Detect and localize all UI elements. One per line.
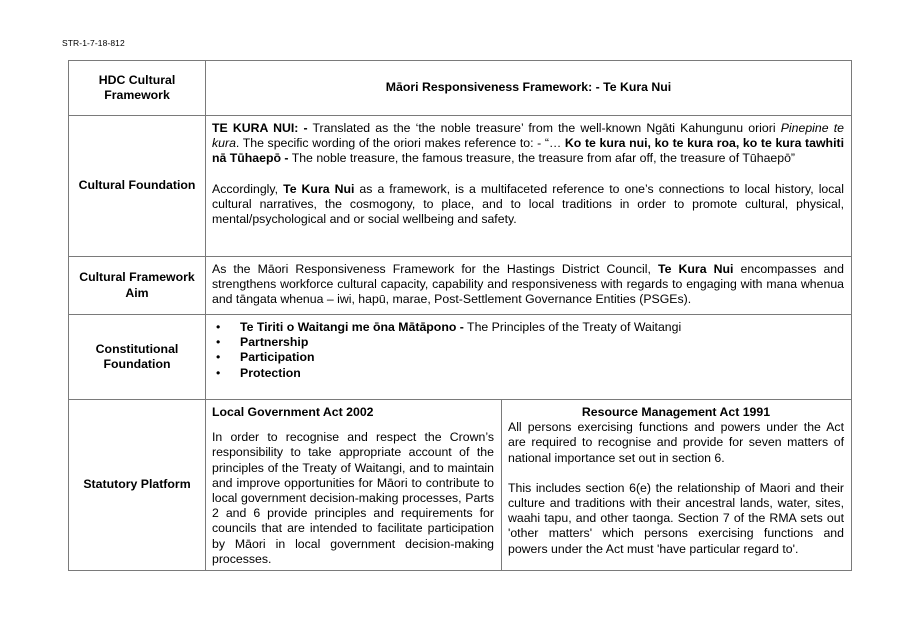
oriori-title: Pinepine te kura	[212, 121, 844, 151]
text-run: The Principles of the Treaty of Waitangi	[463, 320, 682, 334]
text-run: . The specific wording of the oriori makes reference to: - “…	[235, 136, 565, 151]
aim-row	[69, 257, 852, 315]
statutory-content	[206, 400, 852, 571]
document-reference: STR-1-7-18-812	[62, 38, 125, 48]
accordingly-paragraph	[212, 182, 844, 228]
constitutional-label-cell	[69, 315, 206, 400]
cultural-foundation-row	[69, 116, 852, 257]
header-row	[69, 61, 852, 116]
rma-paragraph-1: All persons exercising functions and powers under the Act are required to recognise and provide for seven matters of national importance set out in section 6.	[508, 420, 844, 465]
rma-paragraph-2: This includes section 6(e) the relationship of Maori and their culture and traditions with their ancestral lands, water, sites, waahi tapu, and other taonga. Section 7 of the RMA sets out 'other matters' which persons exercising functions and powers under the Act must 'have particular regard to'.	[508, 480, 844, 556]
text-run: Accordingly,	[212, 181, 284, 196]
header-left-text: HDC Cultural Framework	[98, 72, 176, 102]
te-kura-nui-paragraph	[212, 121, 844, 167]
principle-label: Participation	[240, 350, 315, 365]
lga-column	[206, 400, 502, 570]
cultural-foundation-label-cell	[69, 116, 206, 257]
treaty-title: Te Tiriti o Waitangi me ōna Mātāpono -	[240, 320, 464, 334]
rma-column	[502, 400, 851, 570]
aim-label: Cultural Framework Aim	[79, 270, 195, 300]
text-run: encompasses and strengthens workforce cultural capacity, capability and responsiveness with regards to engaging with mana whenua and tāngata whenua – iwi, hapū, marae, Post-Settlement Governance Entities (PSGEs).	[212, 262, 844, 307]
principles-list	[212, 320, 844, 381]
te-kura-nui-term: Te Kura Nui	[283, 181, 355, 196]
statutory-row	[69, 400, 852, 571]
statutory-label: Statutory Platform	[83, 477, 191, 492]
list-item	[234, 366, 844, 381]
text-run: As the Māori Responsiveness Framework for the Hastings District Council,	[212, 262, 658, 276]
text-run: as a framework, is a multifaceted reference to one’s connections to local history, local cultural narratives, the cosmogony, to place, and to local traditions in order to promote cultural, physical, mental/psychological and or social wellbeing and safety.	[212, 181, 844, 227]
framework-table	[68, 60, 852, 571]
te-kura-nui-term: TE KURA NUI: -	[212, 121, 308, 135]
constitutional-row	[69, 315, 852, 400]
aim-label-cell	[69, 257, 206, 315]
header-left-cell	[69, 61, 206, 116]
constitutional-label: Constitutional Foundation	[95, 341, 179, 371]
list-item	[234, 350, 844, 365]
text-run: Translated as the ‘the noble treasure’ from the well-known Ngāti Kahungunu oriori	[307, 121, 781, 135]
constitutional-content	[206, 315, 852, 400]
lga-title: Local Government Act 2002	[212, 405, 374, 419]
oriori-quote: Ko te kura nui, ko te kura roa, ko te kura tawhiti nā Tūhaepō -	[212, 136, 844, 166]
aim-content	[206, 257, 852, 315]
principle-label: Protection	[240, 365, 301, 380]
cultural-foundation-content	[206, 116, 852, 257]
statutory-label-cell	[69, 400, 206, 571]
framework-title: Māori Responsiveness Framework: - Te Kura Nui	[385, 80, 672, 95]
cultural-foundation-label: Cultural Foundation	[78, 178, 196, 193]
list-item	[234, 320, 844, 335]
rma-title: Resource Management Act 1991	[581, 405, 771, 419]
text-run: The noble treasure, the famous treasure, the treasure from afar off, the treasure of Tūhaepō”	[288, 151, 796, 166]
te-kura-nui-term: Te Kura Nui	[658, 262, 734, 276]
header-right-cell	[206, 61, 852, 116]
list-item	[234, 335, 844, 350]
aim-paragraph	[212, 262, 844, 308]
principle-label: Partnership	[240, 335, 309, 350]
lga-text: In order to recognise and respect the Crown’s responsibility to take appropriate account of the principles of the Treaty of Waitangi, and to maintain and improve opportunities for Māori to contribute to local government decision-making processes, Parts 2 and 6 provide principles and requirements for councils that are intended to facilitate participation by Māori in local government decision-making processes.	[212, 430, 494, 566]
